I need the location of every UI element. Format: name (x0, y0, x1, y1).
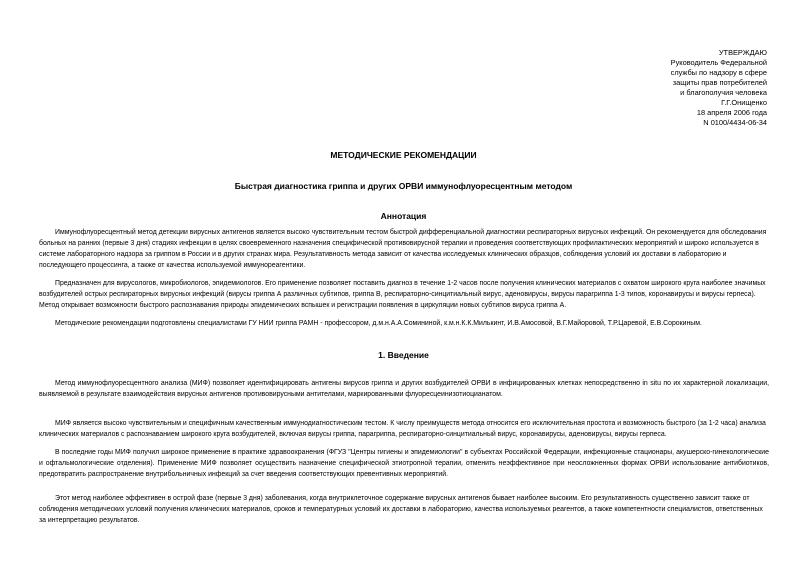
approval-line: N 0100/4434-06-34 (703, 118, 767, 127)
document-subtitle: Быстрая диагностика гриппа и других ОРВИ иммунофлуоресцентным методом (234, 181, 573, 191)
annotation-paragraph: Методические рекомендации подготовлены специалистами ГУ НИИ гриппа РАМН - профессором, д.м.н.А.А.Сомининой, к.м.н.К.К.Милькинт, И.В.Амосовой, В.Г.Майоровой, Т.Р.Царевой, Е.В.Сорокиным. (55, 320, 702, 327)
approval-line: УТВЕРЖДАЮ (718, 48, 767, 57)
section-heading-introduction: 1. Введение (378, 350, 429, 360)
approval-line: службы по надзору в сфере (670, 68, 767, 77)
approval-line: и благополучия человека (680, 88, 767, 97)
section-paragraph: В последние годы МИФ получил широкое применение в практике здравоохранения (ФГУЗ "Центры гигиены и эпидемиологии" в субъектах Российской Федерации, инфекционные стационары, акушерско-гинекологические и офтальмологические отделения). Применение МИФ позволяет осуществить назначение специфической этиотропной терапии, отменить неэффективное при неосложненных формах ОРВИ использование антибиотиков, предотвратить распространение внутрибольничных инфекций за счет введения соответствующих превентивных мероприятий. (39, 449, 769, 478)
annotation-paragraph: Предназначен для вирусологов, микробиологов, эпидемиологов. Его применение позволяет поставить диагноз в течение 1-2 часов после получения клинических материалов с охватом широкого круга наиболее значимых возбудителей острых респираторных вирусных инфекций (вирусы гриппа А различных субтипов, гриппа В, респираторно-синцитиальный вирус, аденовирусы, вирусы парагриппа 1-3 типов, коронавирусы и вирусы герпеса). Метод открывает возможности быстрого распознавания природы эпидемических вспышек и регистрации появления в циркуляции новых субтипов вируса гриппа А. (39, 280, 766, 309)
section-paragraph: МИФ является высоко чувствительным и специфичным качественным иммунодиагностическим тестом. К числу преимуществ метода относится его исключительная простота и возможность быстрого (за 1-2 часа) анализа клинических материалов с распознаванием широкого круга возбудителей, включая вирусы гриппа, парагриппа, респираторно-синцитиальный вирус, коронавирусы, аденовирусы, вирусы герпеса. (39, 420, 766, 438)
approval-line: Руководитель Федеральной (670, 58, 767, 67)
approval-line: защиты прав потребителей (672, 78, 767, 87)
approval-line: Г.Г.Онищенко (721, 98, 767, 107)
annotation-heading: Аннотация (380, 211, 427, 221)
annotation-paragraph: Иммунофлуоресцентный метод детекции вирусных антигенов является высоко чувствительным тестом быстрой дифференциальной диагностики респираторных вирусных инфекций. Он рекомендуется для обследования больных на ранних (первые 3 дня) стадиях инфекции в целях своевременного назначения специфической противовирусной терапии и проведения соответствующих профилактических мероприятий и широко используется в системе лабораторного надзора за гриппом в России и в других странах мира. Результативность метода зависит от качества исследуемых клинических образцов, соблюдения условий их доставки в лабораторию и последующего процессинга, а также от качества используемой иммунореагентики. (39, 229, 767, 269)
approval-line: 18 апреля 2006 года (696, 108, 767, 117)
document-title: МЕТОДИЧЕСКИЕ РЕКОМЕНДАЦИИ (330, 150, 477, 160)
section-paragraph: Метод иммунофлуоресцентного анализа (МИФ) позволяет идентифицировать антигены вирусов гриппа и других возбудителей ОРВИ в инфицированных клетках непосредственно in situ по их характерной локализации, выявляемой в результате взаимодействия вирусных антигенов противовирусными антителами, маркированными флуоресцеинизотиоцианатом. (39, 380, 769, 398)
section-paragraph: Этот метод наиболее эффективен в острой фазе (первые 3 дня) заболевания, когда внутриклеточное содержание вирусных антигенов бывает наиболее высоким. Его результативность существенно зависит также от соблюдения методических условий получения клинических материалов, сроков и температурных условий их доставки в лабораторию, качества используемых реагентов, а также компетентности специалистов, ответственных за интерпретацию результатов. (39, 495, 763, 524)
approval-block (607, 48, 767, 128)
